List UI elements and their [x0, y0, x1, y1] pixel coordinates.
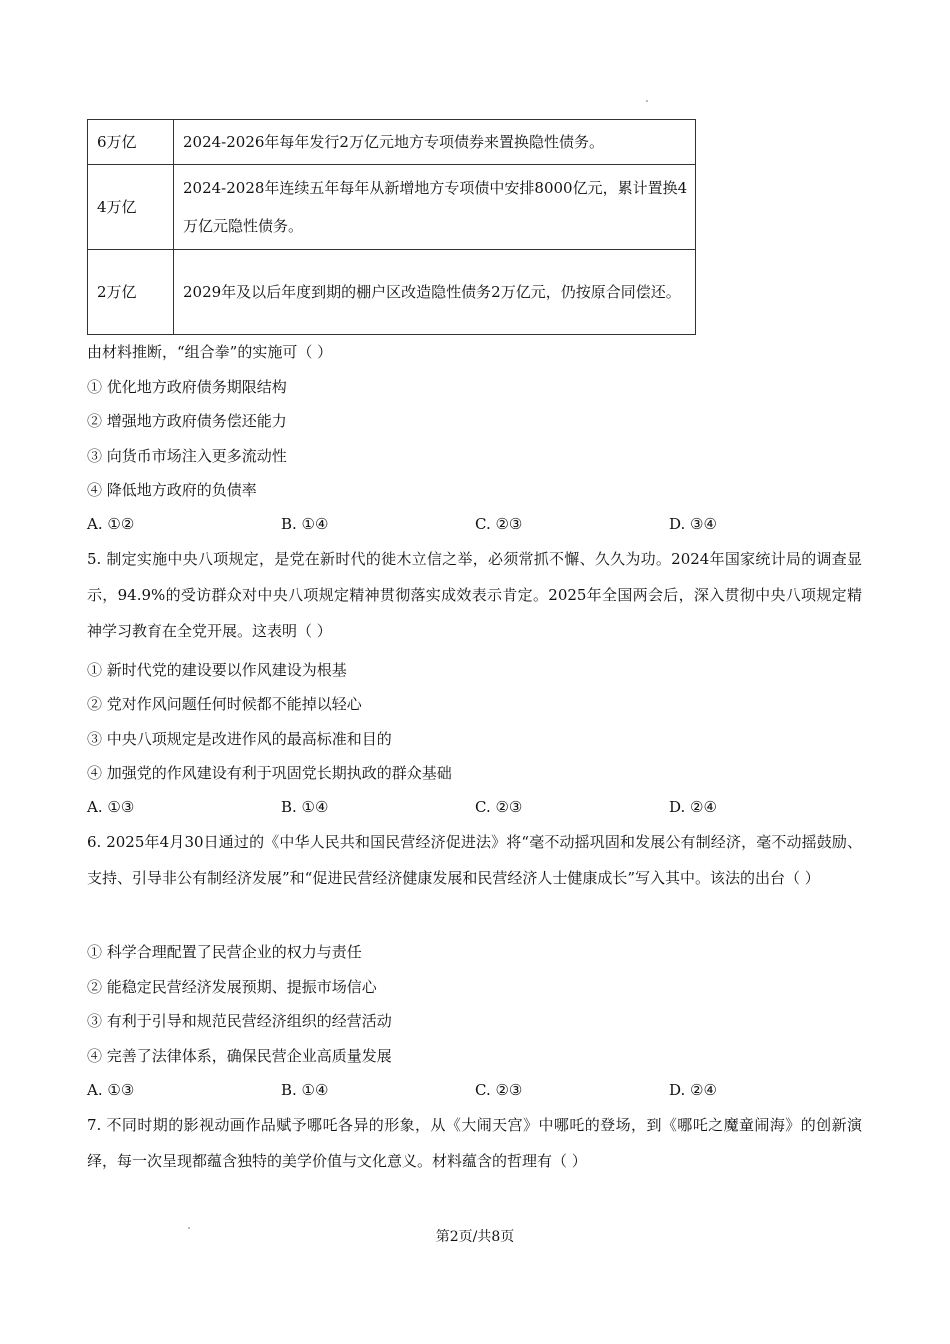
choice-b: B. ①④ — [281, 515, 329, 533]
debt-replacement-table — [87, 119, 696, 335]
option-item: ④ 降低地方政府的负债率 — [87, 481, 257, 499]
table-row — [88, 120, 696, 165]
option-item: ① 科学合理配置了民营企业的权力与责任 — [87, 943, 362, 961]
description-cell: 2024-2028年连续五年每年从新增地方专项债中安排8000亿元，累计置换4万亿元隐性债务。 — [174, 165, 696, 250]
description-cell: 2024-2026年每年发行2万亿元地方专项债券来置换隐性债务。 — [174, 120, 696, 165]
option-item: ① 优化地方政府债务期限结构 — [87, 378, 287, 396]
page-number: 第2页/共8页 — [435, 1229, 515, 1245]
choice-b: B. ①④ — [281, 798, 329, 816]
option-item: ② 能稳定民营经济发展预期、提振市场信心 — [87, 978, 377, 996]
choice-a: A. ①③ — [87, 798, 135, 816]
option-item: ② 增强地方政府债务偿还能力 — [87, 412, 287, 430]
option-item: ④ 完善了法律体系，确保民营企业高质量发展 — [87, 1047, 392, 1065]
choice-d: D. ②④ — [669, 798, 717, 816]
option-item: ③ 向货币市场注入更多流动性 — [87, 447, 287, 465]
option-item: ③ 中央八项规定是改进作风的最高标准和目的 — [87, 730, 392, 748]
description-cell: 2029年及以后年度到期的棚户区改造隐性债务2万亿元，仍按原合同偿还。 — [174, 250, 696, 335]
choice-b: B. ①④ — [281, 1081, 329, 1099]
question-6-stem: 6. 2025年4月30日通过的《中华人民共和国民营经济促进法》将“毫不动摇巩固和发展公有制经济，毫不动摇鼓励、支持、引导非公有制经济发展”和“促进民营经济健康发展和民营经济人士健康成长”写入其中。该法的出台（ ） — [87, 833, 862, 887]
option-item: ④ 加强党的作风建设有利于巩固党长期执政的群众基础 — [87, 764, 452, 782]
choice-c: C. ②③ — [475, 798, 523, 816]
question-7-stem: 7. 不同时期的影视动画作品赋予哪吒各异的形象，从《大闹天宫》中哪吒的登场，到《哪吒之魔童闹海》的创新演绎，每一次呈现都蕴含独特的美学价值与文化意义。材料蕴含的哲理有（ ） — [87, 1116, 862, 1170]
choice-c: C. ②③ — [475, 1081, 523, 1099]
table-row — [88, 250, 696, 335]
amount-cell: 2万亿 — [88, 250, 174, 335]
choice-a: A. ①③ — [87, 1081, 135, 1099]
table-row — [88, 165, 696, 250]
option-item: ② 党对作风问题任何时候都不能掉以轻心 — [87, 695, 362, 713]
option-item: ③ 有利于引导和规范民营经济组织的经营活动 — [87, 1012, 392, 1030]
choice-d: D. ②④ — [669, 1081, 717, 1099]
choice-a: A. ①② — [87, 515, 135, 533]
choice-d: D. ③④ — [669, 515, 717, 533]
question-5-stem: 5. 制定实施中央八项规定，是党在新时代的徙木立信之举，必须常抓不懈、久久为功。2024年国家统计局的调查显示，94.9%的受访群众对中央八项规定精神贯彻落实成效表示肯定。2025年全国两会后，深入贯彻中央八项规定精神学习教育在全党开展。这表明（ ） — [87, 550, 862, 640]
question-stem: 由材料推断，“组合拳”的实施可（ ） — [87, 343, 333, 361]
option-item: ① 新时代党的建设要以作风建设为根基 — [87, 661, 347, 679]
scan-dot — [646, 100, 648, 102]
amount-cell: 6万亿 — [88, 120, 174, 165]
amount-cell: 4万亿 — [88, 165, 174, 250]
choice-c: C. ②③ — [475, 515, 523, 533]
